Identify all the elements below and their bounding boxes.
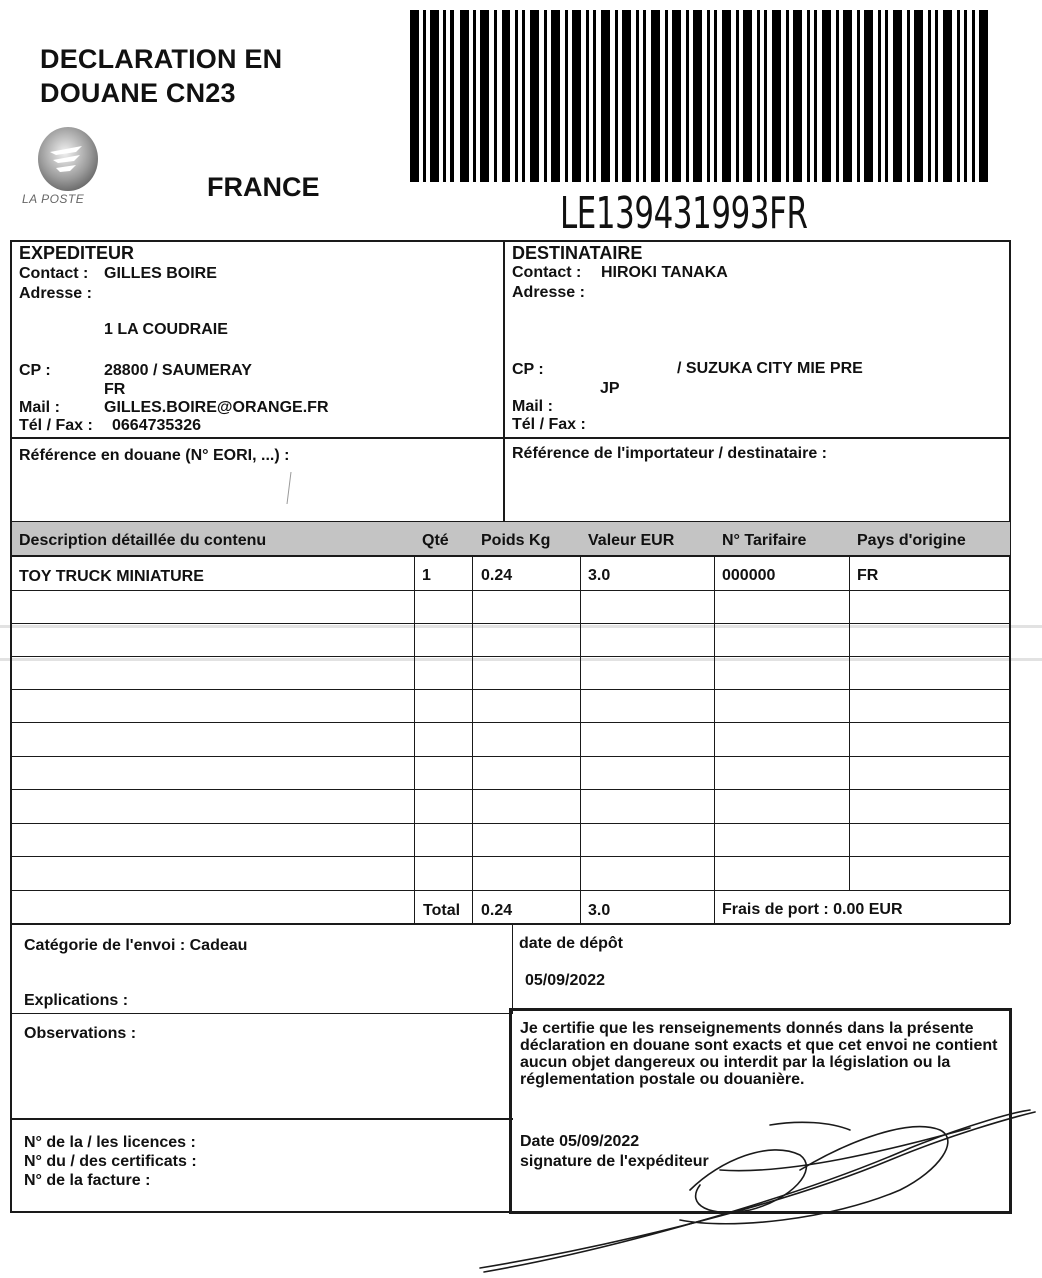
col-tariff: N° Tarifaire: [722, 532, 807, 549]
shipping-cost: Frais de port : 0.00 EUR: [722, 901, 903, 918]
importer-reference-label: Référence de l'importateur / destinataire :: [512, 445, 828, 462]
recipient-tel-label: Tél / Fax :: [512, 416, 586, 433]
deposit-date-label: date de dépôt: [519, 935, 624, 952]
frame-left: [10, 240, 12, 1213]
sender-address: 1 LA COUDRAIE: [104, 321, 228, 338]
barcode: [410, 10, 988, 182]
handwritten-signature: [470, 1100, 1040, 1275]
licences-label: N° de la / les licences :: [24, 1134, 196, 1151]
recipient-heading: DESTINATAIRE: [512, 243, 643, 263]
title-line-1: DECLARATION EN: [40, 44, 283, 74]
frame-right-table: [1009, 522, 1011, 924]
recipient-country: JP: [600, 380, 620, 397]
frame-top: [10, 240, 1010, 242]
table-rule: [10, 722, 1010, 723]
table-rule: [10, 623, 1010, 624]
document-title: [40, 42, 282, 110]
reference-divider: [10, 437, 1010, 439]
address-divider: [503, 240, 505, 522]
shipment-category: Catégorie de l'envoi : Cadeau: [24, 937, 248, 954]
item-value: 3.0: [588, 567, 611, 584]
facture-label: N° de la facture :: [24, 1172, 151, 1189]
customs-reference-label: Référence en douane (N° EORI, ...) :: [19, 447, 290, 464]
sender-mail-label: Mail :: [19, 399, 60, 416]
col-value: Valeur EUR: [588, 532, 675, 549]
item-origin: FR: [857, 567, 879, 584]
sender-heading: EXPEDITEUR: [19, 243, 135, 263]
footer-divider: [512, 924, 513, 1014]
certificats-label: N° du / des certificats :: [24, 1153, 197, 1170]
item-qty: 1: [422, 567, 431, 584]
recipient-mail-label: Mail :: [512, 398, 553, 415]
country-label: FRANCE: [207, 172, 320, 202]
certification-text: Je certifie que les renseignements donnés dans la présente déclaration en douane sont exacts et que cet envoi ne contient aucun objet dangereux ou interdit par la législation ou la réglementation postale ou douanière.: [520, 1020, 998, 1088]
sender-mail: GILLES.BOIRE@ORANGE.FR: [104, 399, 329, 416]
pen-mark: [284, 470, 294, 506]
signature-date: Date 05/09/2022: [520, 1133, 640, 1150]
scan-line: [0, 658, 1042, 661]
footer-rule: [10, 1118, 513, 1120]
observations-label: Observations :: [24, 1025, 137, 1042]
table-rule: [10, 856, 1010, 857]
sender-tel-label: Tél / Fax :: [19, 417, 93, 434]
recipient-contact-label: Contact :: [512, 264, 582, 281]
col-qty: Qté: [422, 532, 449, 549]
title-line-2: DOUANE CN23: [40, 78, 236, 108]
table-col: [714, 522, 715, 924]
sender-country: FR: [104, 381, 126, 398]
deposit-date: 05/09/2022: [525, 972, 606, 989]
tracking-number: LE139431993FR: [560, 188, 808, 239]
signature-label: signature de l'expéditeur: [520, 1153, 709, 1170]
table-rule: [10, 890, 1010, 891]
item-weight: 0.24: [481, 567, 513, 584]
scan-line: [0, 625, 1042, 628]
col-origin: Pays d'origine: [857, 532, 966, 549]
total-value: 3.0: [588, 902, 611, 919]
sender-cp-label: CP :: [19, 362, 51, 379]
total-label: Total: [423, 902, 461, 919]
sender-contact: GILLES BOIRE: [104, 265, 217, 282]
recipient-contact: HIROKI TANAKA: [601, 264, 728, 281]
frame-bottom: [10, 1211, 513, 1213]
table-col: [414, 522, 415, 924]
sender-tel: 0664735326: [112, 417, 201, 434]
col-weight: Poids Kg: [481, 532, 551, 549]
recipient-cp-label: CP :: [512, 361, 544, 378]
table-col: [849, 522, 850, 890]
recipient-cp-city: / SUZUKA CITY MIE PRE: [677, 360, 863, 377]
recipient-address-label: Adresse :: [512, 284, 585, 301]
table-rule: [10, 590, 1010, 591]
table-header-bottom: [10, 555, 1010, 557]
table-rule: [10, 789, 1010, 790]
total-weight: 0.24: [481, 902, 513, 919]
col-description: Description détaillée du contenu: [19, 532, 267, 549]
sender-contact-label: Contact :: [19, 265, 89, 282]
table-col: [472, 522, 473, 924]
item-tariff: 000000: [722, 567, 776, 584]
table-rule: [10, 823, 1010, 824]
table-bottom: [10, 923, 1010, 925]
explications-label: Explications :: [24, 992, 129, 1009]
logo-text: LA POSTE: [22, 192, 85, 206]
table-col: [580, 522, 581, 924]
sender-address-label: Adresse :: [19, 285, 92, 302]
cert-box-top: [509, 1008, 1012, 1011]
table-rule: [10, 656, 1010, 657]
footer-rule: [10, 1013, 513, 1014]
table-rule: [10, 756, 1010, 757]
frame-right-top: [1009, 240, 1011, 550]
item-description: TOY TRUCK MINIATURE: [19, 568, 204, 585]
sender-cp-city: 28800 / SAUMERAY: [104, 362, 252, 379]
table-rule: [10, 689, 1010, 690]
